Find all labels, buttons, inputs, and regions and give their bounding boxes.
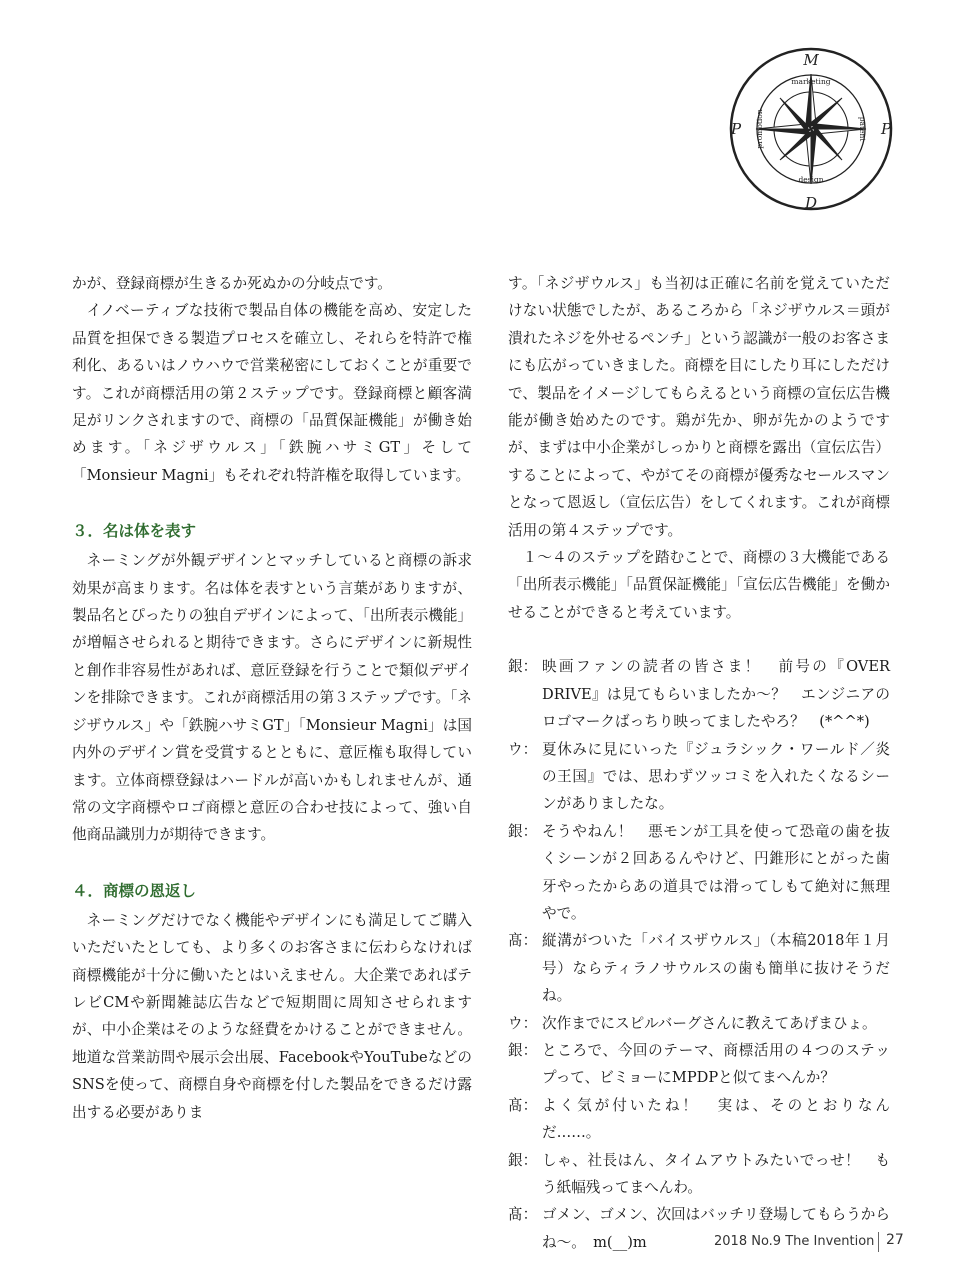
section-spacer xyxy=(72,489,472,516)
section-spacer xyxy=(508,626,890,653)
dialogue-speaker: 髙： xyxy=(508,932,538,950)
left-column xyxy=(72,270,472,1126)
logo-ring-design: design xyxy=(798,175,824,184)
logo-ring-promotion: promotion xyxy=(755,109,764,149)
logo-letter-left: P xyxy=(730,120,742,138)
dialogue-text: 映画ファンの読者の皆さま！ 前号の『OVER DRIVE』は見てもらいましたか～？ エンジニアのロゴマークばっちり映ってましたやろ？ (*^^*) xyxy=(542,658,890,731)
issue-label: 2018 No.9 The Invention xyxy=(714,1234,875,1249)
dialogue-text: 次作までにスピルバーグさんに教えてあげまひょ。 xyxy=(542,1014,877,1032)
body-paragraph: ネーミングが外観デザインとマッチしていると商標の訴求効果が高まります。名は体を表すという言葉がありますが、製品名とぴったりの独自デザインによって、「出所表示機能」が増幅させられると期待できます。さらにデザインに新規性と創作非容易性があれば、意匠登録を行うことで類似デザインを排除できます。これが商標活用の第３ステップです。「ネジザウルス」や「鉄腕ハサミGT」「Monsieur Magni」は国内外のデザイン賞を受賞するとともに、意匠権も取得しています。立体商標登録はハードルが高いかもしれませんが、通常の文字商標やロゴ商標と意匠の合わせ技によって、強い自他商品識別力が期待できます。 xyxy=(72,552,473,844)
logo-ring-patent: patent xyxy=(858,116,867,142)
page-footer xyxy=(700,1232,910,1252)
mpdp-compass-logo xyxy=(728,46,894,212)
dialogue-text: ところで、今回のテーマ、商標活用の４つのステップって、ビミョーにMPDPと似てまへんか？ xyxy=(542,1041,890,1087)
logo-ring-marketing: marketing xyxy=(791,77,831,86)
body-paragraph: イノベーティブな技術で製品自体の機能を高め、安定した品質を担保できる製造プロセスを確立し、それらを特許で権利化、あるいはノウハウで営業秘密にしておくことが重要です。これが商標活用の第２ステップです。登録商標と顧客満足がリンクされますので、商標の「品質保証機能」が働き始めます。「ネジザウルス」「鉄腕ハサミGT」そして「Monsieur Magni」もそれぞれ特許権を取得しています。 xyxy=(72,302,472,484)
body-paragraph: ネーミングだけでなく機能やデザインにも満足してご購入いただいたとしても、より多くのお客さまに伝わらなければ商標機能が十分に働いたとはいえません。大企業であればテレビCMや新聞雑誌広告などで短期間に周知させられますが、中小企業はそのような経費をかけることができません。地道な営業訪問や展示会出展、FacebookやYouTubeなどのSNSを使って、商標自身や商標を付した製品をできるだけ露出する必要がありま xyxy=(72,911,472,1121)
dialogue-text: そうやねん！ 悪モンが工具を使って恐竜の歯を抜くシーンが２回あるんやけど、円錐形にとがった歯牙やったからあの道具では滑ってしもて絶対に無理やで。 xyxy=(542,822,890,922)
dialogue-text: 夏休みに見にいった『ジュラシック・ワールド／炎の王国』では、思わずツッコミを入れたくなるシーンがありましたな。 xyxy=(542,740,890,813)
dialogue-speaker: 髙： xyxy=(508,1096,538,1114)
dialogue-line xyxy=(508,1037,890,1092)
dialogue-text: ゴメン、ゴメン、次回はバッチリ登場してもらうからね～。 m(__)m xyxy=(542,1206,890,1251)
body-paragraph: １～４のステップを踏むことで、商標の３大機能である「出所表示機能」「品質保証機能」「宣伝広告機能」を働かせることができると考えています。 xyxy=(508,549,890,621)
page-number: 27 xyxy=(886,1232,904,1248)
right-column xyxy=(508,270,890,1256)
dialogue-line xyxy=(508,1147,890,1202)
logo-letter-top: M xyxy=(803,51,819,69)
footer-divider xyxy=(878,1232,879,1252)
dialogue-speaker: 銀： xyxy=(508,1151,538,1169)
dialogue-line xyxy=(508,736,890,818)
section-heading: ４．商標の恩返し xyxy=(72,881,197,900)
dialogue-line xyxy=(508,1092,890,1147)
dialogue-line xyxy=(508,818,890,928)
logo-letter-right: P xyxy=(880,120,892,138)
dialogue-line xyxy=(508,653,890,735)
dialogue-line xyxy=(508,1010,890,1037)
section-heading: ３．名は体を表す xyxy=(72,522,197,541)
body-paragraph: かが、登録商標が生きるか死ぬかの分岐点です。 xyxy=(72,275,392,292)
dialogue-line xyxy=(508,927,890,1009)
dialogue-speaker: 銀： xyxy=(508,1041,538,1059)
dialogue-text: よく気が付いたね！ 実は、そのとおりなんだ……。 xyxy=(542,1096,890,1142)
dialogue-speaker: 銀： xyxy=(508,658,538,676)
dialogue-speaker: ウ： xyxy=(508,1014,538,1032)
dialogue-speaker: 銀： xyxy=(508,822,538,840)
logo-letter-bottom: D xyxy=(804,194,818,212)
dialogue-text: しゃ、社長はん、タイムアウトみたいでっせ！ もう紙幅残ってまへんわ。 xyxy=(542,1151,890,1196)
dialogue-text: 縦溝がついた「バイスザウルス」（本稿2018年１月号）ならティラノサウルスの歯も簡単に抜けそうだね。 xyxy=(542,932,890,1005)
body-paragraph: す。「ネジザウルス」も当初は正確に名前を覚えていただけない状態でしたが、あるころから「ネジザウルス＝頭が潰れたネジを外せるペンチ」という認識が一般のお客さまにも広がっていきました。商標を目にしたり耳にしただけで、製品をイメージしてもらえるという商標の宣伝広告機能が働き始めたのです。鶏が先か、卵が先かのようですが、まずは中小企業がしっかりと商標を露出（宣伝広告）することによって、やがてその商標が優秀なセールスマンとなって恩返し（宣伝広告）をしてくれます。これが商標活用の第４ステップです。 xyxy=(508,275,890,539)
dialogue-speaker: 髙： xyxy=(508,1206,538,1224)
dialogue-speaker: ウ： xyxy=(508,740,538,758)
section-spacer xyxy=(72,849,472,876)
